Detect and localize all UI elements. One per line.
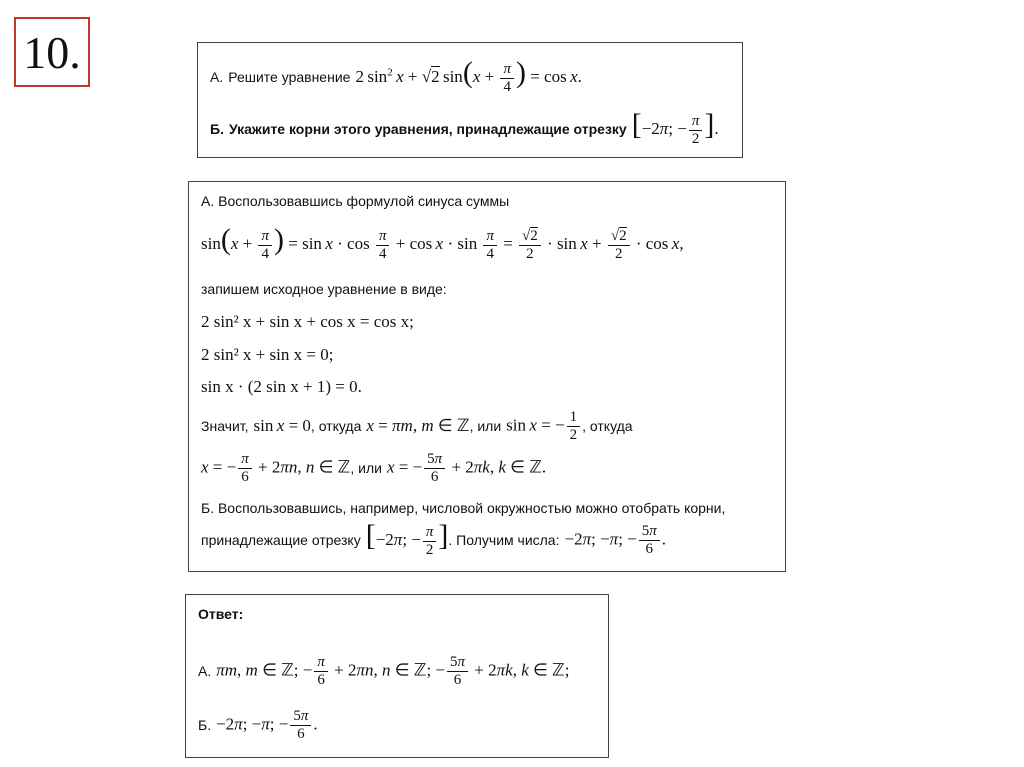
rewrite-text: запишем исходное уравнение в виде: xyxy=(201,281,447,297)
solution-box xyxy=(188,181,786,572)
equation-1: 2 sin² x + sin x + cos x = cos x; xyxy=(201,312,414,331)
slide-number: 10. xyxy=(14,17,90,87)
solution-intro: А. Воспользовавшись формулой синуса суммы xyxy=(201,193,510,209)
task-a-line xyxy=(210,57,582,97)
task-b-text: Укажите корни этого уравнения, принадлежащие отрезку xyxy=(228,121,627,137)
roots-line-2: x = − $\frac{\pi}{6}$ + 2πn, n ∈ ℤ , или x = − $\frac{5\pi}{6}$ + 2πk, k ∈ ℤ. xyxy=(201,450,547,485)
roots-line-1: Значит, sin x = 0 , откуда x = πm, m ∈ ℤ , или sin x = − $\frac{1}{2}$ , откуда xyxy=(201,408,633,443)
task-equation: 2 $\sin^2 x + √2$ sin(x + $\frac{\pi}{4}$ ) = cos x. xyxy=(355,56,582,95)
task-box xyxy=(197,42,743,158)
answer-box xyxy=(185,594,609,758)
equation-3: sin x · (2 sin x + 1) = 0. xyxy=(201,377,362,396)
answer-a: А. πm, m ∈ ℤ; − $\frac{\pi}{6}$ + 2πn, n ∈ ℤ; − $\frac{5\pi}{6}$ + 2πk, k ∈ ℤ; xyxy=(198,653,570,688)
task-b-label: Б. xyxy=(210,121,224,137)
answer-title: Ответ: xyxy=(198,606,244,622)
part-b-text: Б. Воспользовавшись, например, числовой окружностью можно отобрать корни, xyxy=(201,500,726,516)
task-interval: [−2π; − $\frac{\pi}{2}$ ]. xyxy=(631,108,719,147)
equation-2: 2 sin² x + sin x = 0; xyxy=(201,345,334,364)
task-a-text: Решите уравнение xyxy=(228,69,351,85)
task-b-line xyxy=(210,109,719,149)
answer-b: Б. −2π; −π; − $\frac{5\pi}{6}$ . xyxy=(198,707,318,742)
task-a-label: А. xyxy=(210,69,224,85)
sum-formula: sin(x + $\frac{\pi}{4}$ ) = sin x · cos $\frac{\pi}{4}$ + cos x · sin $\frac{\pi}{4}$ = $\frac{√2}{2}$ · sin x + $\frac{√2}{2}$ · cos x, xyxy=(201,223,684,262)
part-b-result: принадлежащие отрезку [−2π; − $\frac{\pi}{2}$ ] . Получим числа: −2π; −π; − $\frac{5\pi}{6}$ . xyxy=(201,519,667,558)
